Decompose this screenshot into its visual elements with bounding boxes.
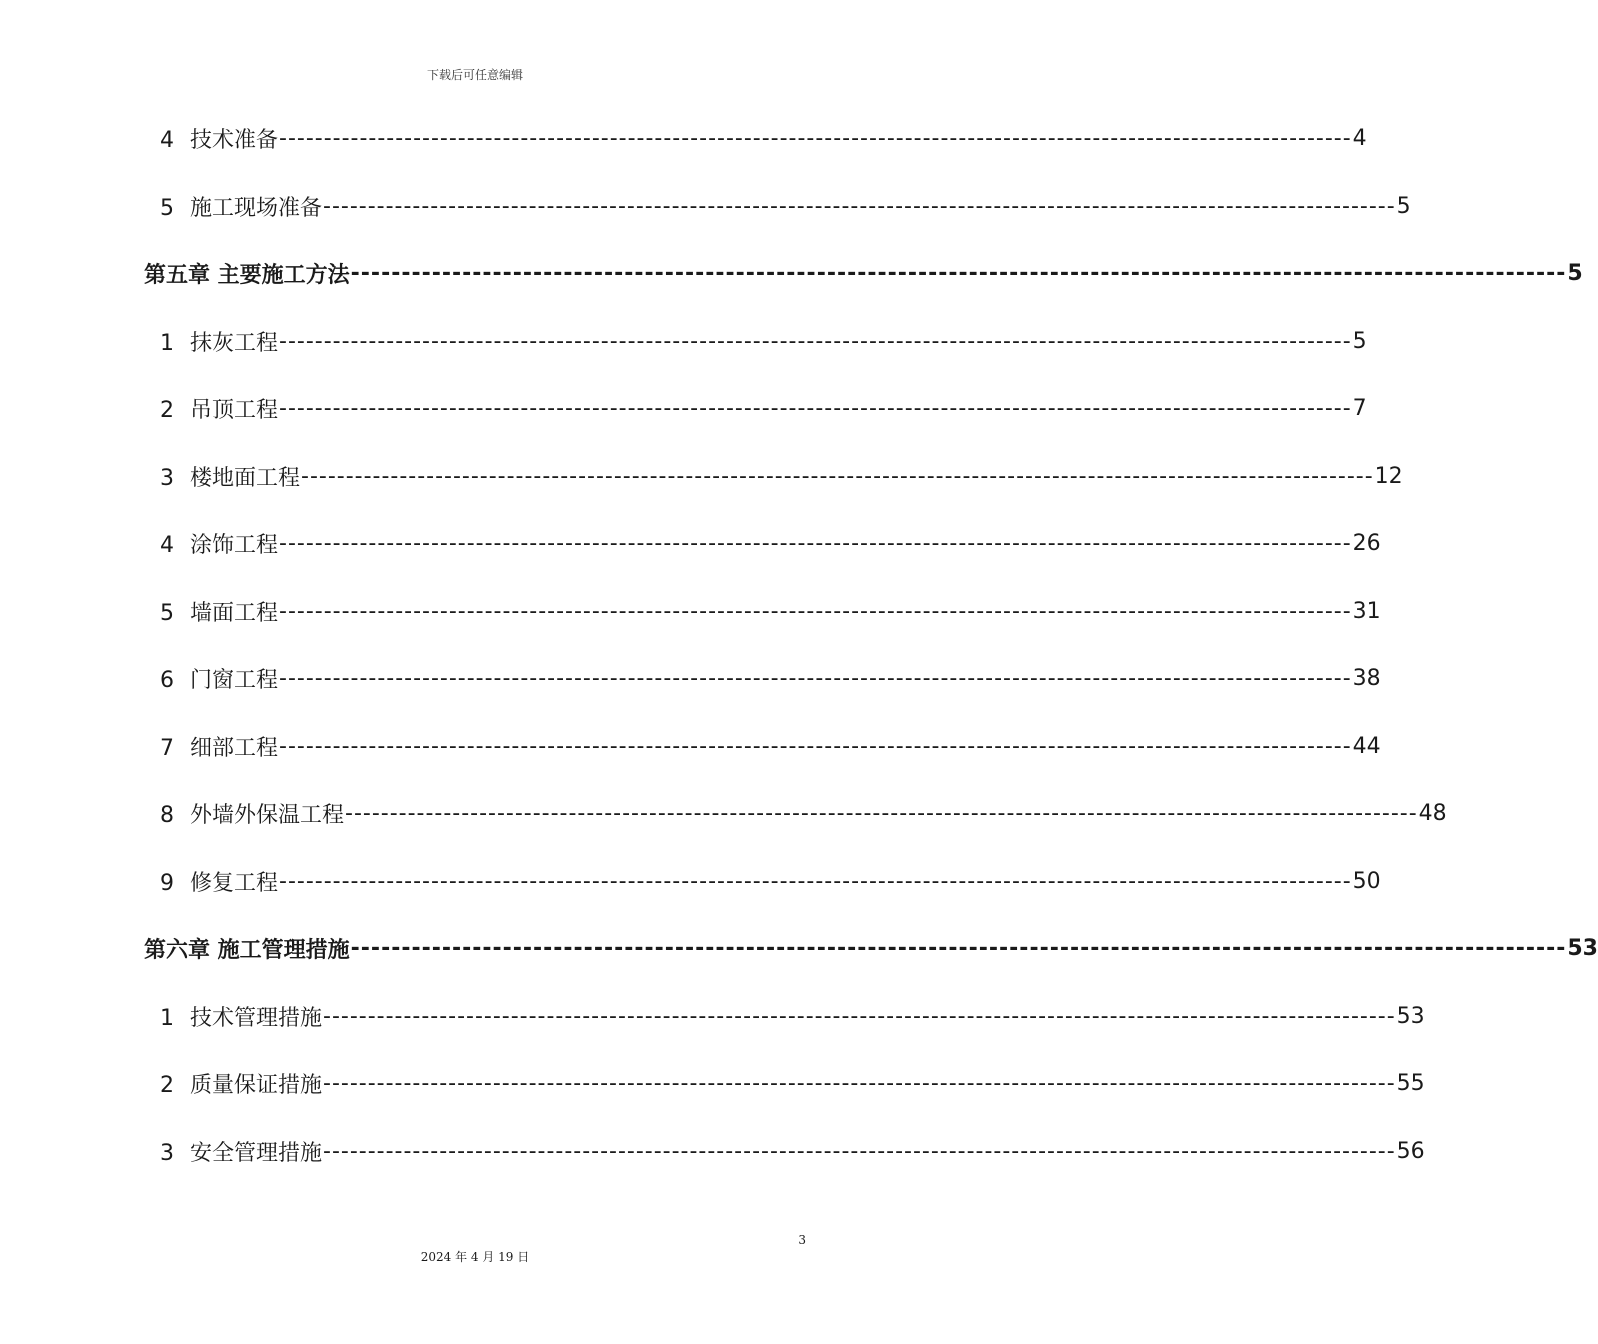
toc-entry-label: 外墙外保温工程: [190, 802, 345, 828]
toc-entry-title: [160, 866, 278, 897]
toc-leader-dashes: ------------------------------------------------------------------------------------------------------------------------: [279, 125, 1352, 151]
toc-section-entry[interactable]: [160, 390, 1367, 426]
toc-entry-label: 第六章 施工管理措施: [144, 937, 350, 963]
toc-leader-dashes: ------------------------------------------------------------------------------------------------------------------------: [350, 935, 1567, 961]
toc-entry-page: 26: [1352, 530, 1381, 556]
toc-section-entry[interactable]: [160, 998, 1425, 1034]
toc-entry-number: 4: [160, 127, 174, 153]
toc-entry-label: 安全管理措施: [190, 1140, 323, 1166]
toc-entry-number: 7: [160, 735, 174, 761]
toc-entry-title: [160, 461, 300, 492]
toc-leader-dashes: ------------------------------------------------------------------------------------------------------------------------: [345, 800, 1418, 826]
toc-entry-number: 9: [160, 870, 174, 896]
toc-entry-number: 1: [160, 1005, 174, 1031]
page-header: 下载后可任意编辑: [426, 68, 523, 82]
toc-entry-title: [144, 933, 350, 964]
toc-entry-number: 2: [160, 1072, 174, 1098]
toc-leader-dashes: ------------------------------------------------------------------------------------------------------------------------: [279, 868, 1352, 894]
toc-leader-dashes: ------------------------------------------------------------------------------------------------------------------------: [279, 530, 1352, 556]
toc-entry-page: 12: [1374, 463, 1403, 489]
toc-entry-label: 施工现场准备: [190, 195, 323, 221]
toc-leader-dashes: ------------------------------------------------------------------------------------------------------------------------: [279, 598, 1352, 624]
toc-chapter-entry[interactable]: [144, 930, 1598, 966]
toc-section-entry[interactable]: [160, 120, 1367, 156]
toc-leader-dashes: ------------------------------------------------------------------------------------------------------------------------: [301, 463, 1374, 489]
toc-entry-label: 第五章 主要施工方法: [144, 262, 350, 288]
page-number: 3: [798, 1233, 806, 1247]
toc-entry-label: 吊顶工程: [190, 397, 279, 423]
toc-section-entry[interactable]: [160, 458, 1403, 494]
toc-section-entry[interactable]: [160, 728, 1381, 764]
toc-entry-page: 31: [1352, 598, 1381, 624]
toc-entry-number: 3: [160, 465, 174, 491]
toc-entry-title: [160, 393, 278, 424]
toc-entry-number: 1: [160, 330, 174, 356]
toc-section-entry[interactable]: [160, 188, 1411, 224]
toc-entry-title: [160, 596, 278, 627]
toc-entry-page: 50: [1352, 868, 1381, 894]
toc-entry-label: 楼地面工程: [190, 465, 301, 491]
toc-entry-label: 质量保证措施: [190, 1072, 323, 1098]
toc-leader-dashes: ------------------------------------------------------------------------------------------------------------------------: [279, 395, 1352, 421]
toc-entry-page: 4: [1352, 125, 1367, 151]
toc-section-entry[interactable]: [160, 1065, 1425, 1101]
toc-chapter-entry[interactable]: [144, 255, 1583, 291]
toc-entry-label: 涂饰工程: [190, 532, 279, 558]
toc-entry-page: 53: [1396, 1003, 1425, 1029]
toc-entry-number: 8: [160, 802, 174, 828]
toc-entry-title: [160, 798, 344, 829]
toc-entry-number: 3: [160, 1140, 174, 1166]
toc-leader-dashes: ------------------------------------------------------------------------------------------------------------------------: [323, 193, 1396, 219]
toc-entry-number: 6: [160, 667, 174, 693]
toc-entry-page: 48: [1418, 800, 1447, 826]
toc-entry-number: 5: [160, 195, 174, 221]
toc-entry-label: 技术管理措施: [190, 1005, 323, 1031]
toc-entry-page: 55: [1396, 1070, 1425, 1096]
toc-entry-title: [144, 258, 350, 289]
toc-section-entry[interactable]: [160, 525, 1381, 561]
toc-entry-label: 抹灰工程: [190, 330, 279, 356]
toc-entry-number: 2: [160, 397, 174, 423]
toc-section-entry[interactable]: [160, 1133, 1425, 1169]
toc-leader-dashes: ------------------------------------------------------------------------------------------------------------------------: [279, 733, 1352, 759]
toc-section-entry[interactable]: [160, 660, 1381, 696]
toc-entry-title: [160, 1001, 322, 1032]
toc-leader-dashes: ------------------------------------------------------------------------------------------------------------------------: [279, 665, 1352, 691]
toc-entry-label: 修复工程: [190, 870, 279, 896]
toc-entry-title: [160, 326, 278, 357]
toc-entry-page: 7: [1352, 395, 1367, 421]
toc-entry-page: 44: [1352, 733, 1381, 759]
toc-leader-dashes: ------------------------------------------------------------------------------------------------------------------------: [323, 1138, 1396, 1164]
toc-leader-dashes: ------------------------------------------------------------------------------------------------------------------------: [323, 1003, 1396, 1029]
toc-entry-number: 5: [160, 600, 174, 626]
toc-leader-dashes: ------------------------------------------------------------------------------------------------------------------------: [279, 328, 1352, 354]
toc-section-entry[interactable]: [160, 795, 1447, 831]
toc-entry-page: 5: [1396, 193, 1411, 219]
toc-entry-title: [160, 731, 278, 762]
page-footer-date: 2024 年 4 月 19 日: [420, 1250, 530, 1264]
toc-entry-number: 4: [160, 532, 174, 558]
toc-entry-label: 细部工程: [190, 735, 279, 761]
toc-entry-title: [160, 1068, 322, 1099]
toc-entry-title: [160, 1136, 322, 1167]
toc-section-entry[interactable]: [160, 593, 1381, 629]
toc-entry-title: [160, 191, 322, 222]
toc-entry-page: 56: [1396, 1138, 1425, 1164]
toc-entry-page: 38: [1352, 665, 1381, 691]
toc-entry-label: 门窗工程: [190, 667, 279, 693]
toc-section-entry[interactable]: [160, 323, 1367, 359]
toc-section-entry[interactable]: [160, 863, 1381, 899]
toc-entry-label: 技术准备: [190, 127, 279, 153]
toc-entry-title: [160, 528, 278, 559]
toc-entry-label: 墙面工程: [190, 600, 279, 626]
toc-entry-page: 5: [1567, 260, 1583, 286]
toc-entry-page: 5: [1352, 328, 1367, 354]
toc-entry-title: [160, 663, 278, 694]
toc-leader-dashes: ------------------------------------------------------------------------------------------------------------------------: [350, 260, 1567, 286]
toc-leader-dashes: ------------------------------------------------------------------------------------------------------------------------: [323, 1070, 1396, 1096]
toc-entry-page: 53: [1567, 935, 1598, 961]
toc-entry-title: [160, 123, 278, 154]
